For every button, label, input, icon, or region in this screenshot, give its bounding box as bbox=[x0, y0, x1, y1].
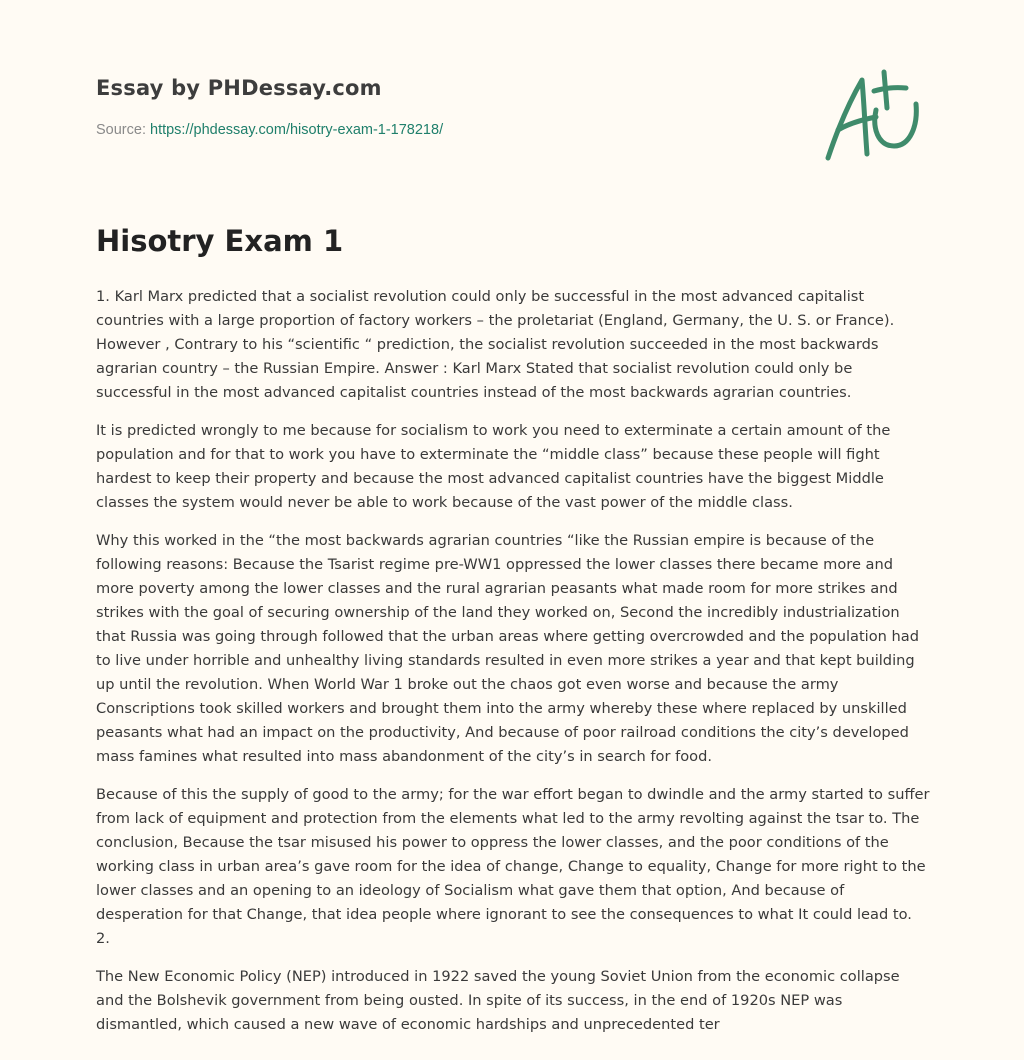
essay-body bbox=[96, 285, 930, 1051]
essay-paragraph: Why this worked in the “the most backwards agrarian countries “like the Russian empire is because of the following reasons: Because the Tsarist regime pre-WW1 oppressed the lower classes there became more and more poverty among the lower classes and the rural agrarian peasants what made room for more strikes and strikes with the goal of securing ownership of the land they worked on, Second the incredibly industrialization that Russia was going through followed that the urban areas where getting overcrowded and the population had to live under horrible and unhealthy living standards resulted in even more strikes a year and that kept building up until the revolution. When World War 1 broke out the chaos got even worse and because the army Conscriptions took skilled workers and brought them into the army whereby these where replaced by unskilled peasants what had an impact on the productivity, And because of poor railroad conditions the city’s developed mass famines what resulted into mass abandonment of the city’s in search for food. bbox=[96, 532, 919, 765]
essay-paragraph: 1. Karl Marx predicted that a socialist revolution could only be successful in the most advanced capitalist countries with a large proportion of factory workers – the proletariat (England, Germany, the U. S. or France). However , Contrary to his “scientific “ prediction, the socialist revolution succeeded in the most backwards agrarian country – the Russian Empire. Answer : Karl Marx Stated that socialist revolution could only be successful in the most advanced capitalist countries instead of the most backwards agrarian countries. bbox=[96, 288, 895, 401]
header bbox=[96, 76, 736, 138]
essay-paragraph: The New Economic Policy (NEP) introduced in 1922 saved the young Soviet Union from the economic collapse and the Bolshevik government from being ousted. In spite of its success, in the end of 1920s NEP was dismantled, which caused a new wave of economic hardships and unprecedented ter bbox=[96, 968, 900, 1033]
essay-paragraph: It is predicted wrongly to me because for socialism to work you need to exterminate a certain amount of the population and for that to work you have to exterminate the “middle class” because these people will fight hardest to keep their property and because the most advanced capitalist countries have the biggest Middle classes the system would never be able to work because of the vast power of the middle class. bbox=[96, 422, 891, 511]
source-line bbox=[96, 122, 736, 138]
essay-title: Hisotry Exam 1 bbox=[96, 224, 344, 258]
essay-paragraph: Because of this the supply of good to the army; for the war effort began to dwindle and the army started to suffer from lack of equipment and protection from the elements what led to the army revolting against the tsar to. The conclusion, Because the tsar misused his power to oppress the lower classes, and the poor conditions of the working class in urban area’s gave room for the idea of change, Change to equality, Change for more right to the lower classes and an opening to an ideology of Socialism what gave them that option, And because of desperation for that Change, that idea people where ignorant to see the consequences to what It could lead to. 2. bbox=[96, 786, 930, 947]
source-label: Source: bbox=[96, 122, 150, 138]
source-link[interactable]: https://phdessay.com/hisotry-exam-1-178218/ bbox=[150, 122, 444, 138]
site-title: Essay by PHDessay.com bbox=[96, 76, 382, 100]
a-plus-logo-icon bbox=[818, 66, 930, 166]
